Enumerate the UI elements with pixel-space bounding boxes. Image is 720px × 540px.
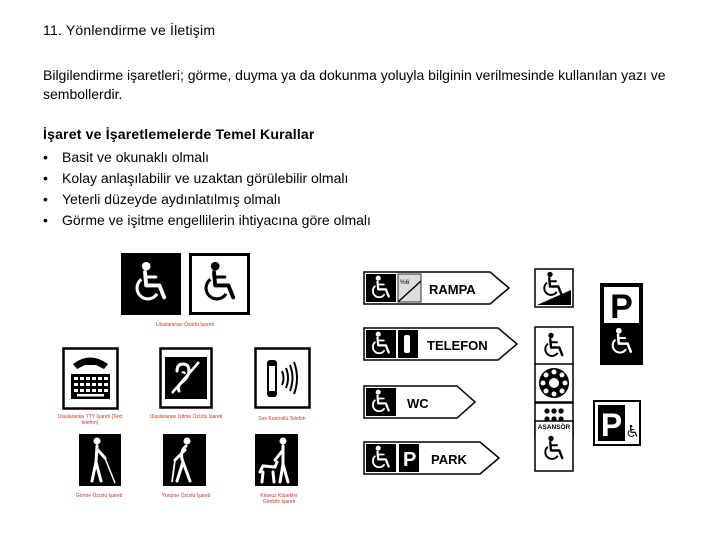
ramp-slope-label: %6 xyxy=(400,279,410,286)
tty-icon xyxy=(62,347,119,410)
guide-dog-icon xyxy=(255,434,298,486)
ramp-wheelchair-icon xyxy=(534,268,574,308)
page-title: 11. Yönlendirme ve İletişim xyxy=(43,22,216,38)
intro-paragraph: Bilgilendirme işaretleri; görme, duyma ya da dokunma yoluyla bilginin verilmesinde kullanılan yazı ve sembollerdir. xyxy=(43,67,666,102)
wc-label: WC xyxy=(407,396,429,411)
wheelchair-icon xyxy=(121,253,181,315)
rules-heading: İşaret ve İşaretlemelerde Temel Kurallar xyxy=(43,126,315,142)
phone-volume-icon xyxy=(254,347,311,409)
caption-blind: Görme Özürlü İşareti xyxy=(75,493,123,499)
telefon-direction-sign xyxy=(363,327,519,361)
rule-item-text: Basit ve okunaklı olmalı xyxy=(62,149,210,165)
telephone-icon xyxy=(534,363,574,403)
wheelchair-outline-icon xyxy=(189,253,250,315)
asansor-label: ASANSÖR xyxy=(537,424,571,431)
parking-letter: P xyxy=(610,288,633,326)
parking-letter: P xyxy=(600,407,623,443)
walking-aid-icon xyxy=(163,434,206,486)
park-direction-sign xyxy=(363,441,501,475)
rule-item: • Kolay anlaşılabilir ve uzaktan görülebilir olmalı xyxy=(43,170,349,186)
rule-item-text: Görme ve işitme engellilerin ihtiyacına göre olmalı xyxy=(62,212,371,228)
accessible-parking-icon xyxy=(593,400,641,446)
rule-item: • Basit ve okunaklı olmalı xyxy=(43,149,210,165)
rule-item-text: Yeterli düzeyde aydınlatılmış olmalı xyxy=(62,191,281,207)
wheelchair-icon xyxy=(534,326,574,366)
ramp-direction-sign xyxy=(363,271,511,305)
blind-person-icon xyxy=(79,434,121,486)
caption-phone-volume: Ses Kontrollü Telefon xyxy=(258,416,306,422)
caption-wheelchair: Uluslararası Özürlü İşareti xyxy=(156,322,214,328)
caption-walking: Yürüme Özürlü İşareti xyxy=(161,493,211,499)
rule-item-text: Kolay anlaşılabilir ve uzaktan görülebilir olmalı xyxy=(62,170,349,186)
hearing-impaired-icon xyxy=(159,347,213,409)
elevator-sign xyxy=(534,420,574,472)
park-p-label: P xyxy=(403,449,417,471)
rule-item: • Görme ve işitme engellilerin ihtiyacına göre olmalı xyxy=(43,212,371,228)
caption-hearing: Uluslararası İşitme Özürlü İşareti xyxy=(149,414,223,420)
wc-direction-sign xyxy=(363,385,477,419)
park-label: PARK xyxy=(431,452,467,467)
caption-tty: Uluslararası TTY İşareti (Text telefon) xyxy=(57,414,123,426)
caption-guide-dog: Kılavuz Köpekler Girebilir İşareti xyxy=(260,493,298,505)
ramp-label: RAMPA xyxy=(429,282,476,297)
parking-icon xyxy=(600,283,643,365)
rule-item: • Yeterli düzeyde aydınlatılmış olmalı xyxy=(43,191,281,207)
telefon-label: TELEFON xyxy=(427,338,488,353)
